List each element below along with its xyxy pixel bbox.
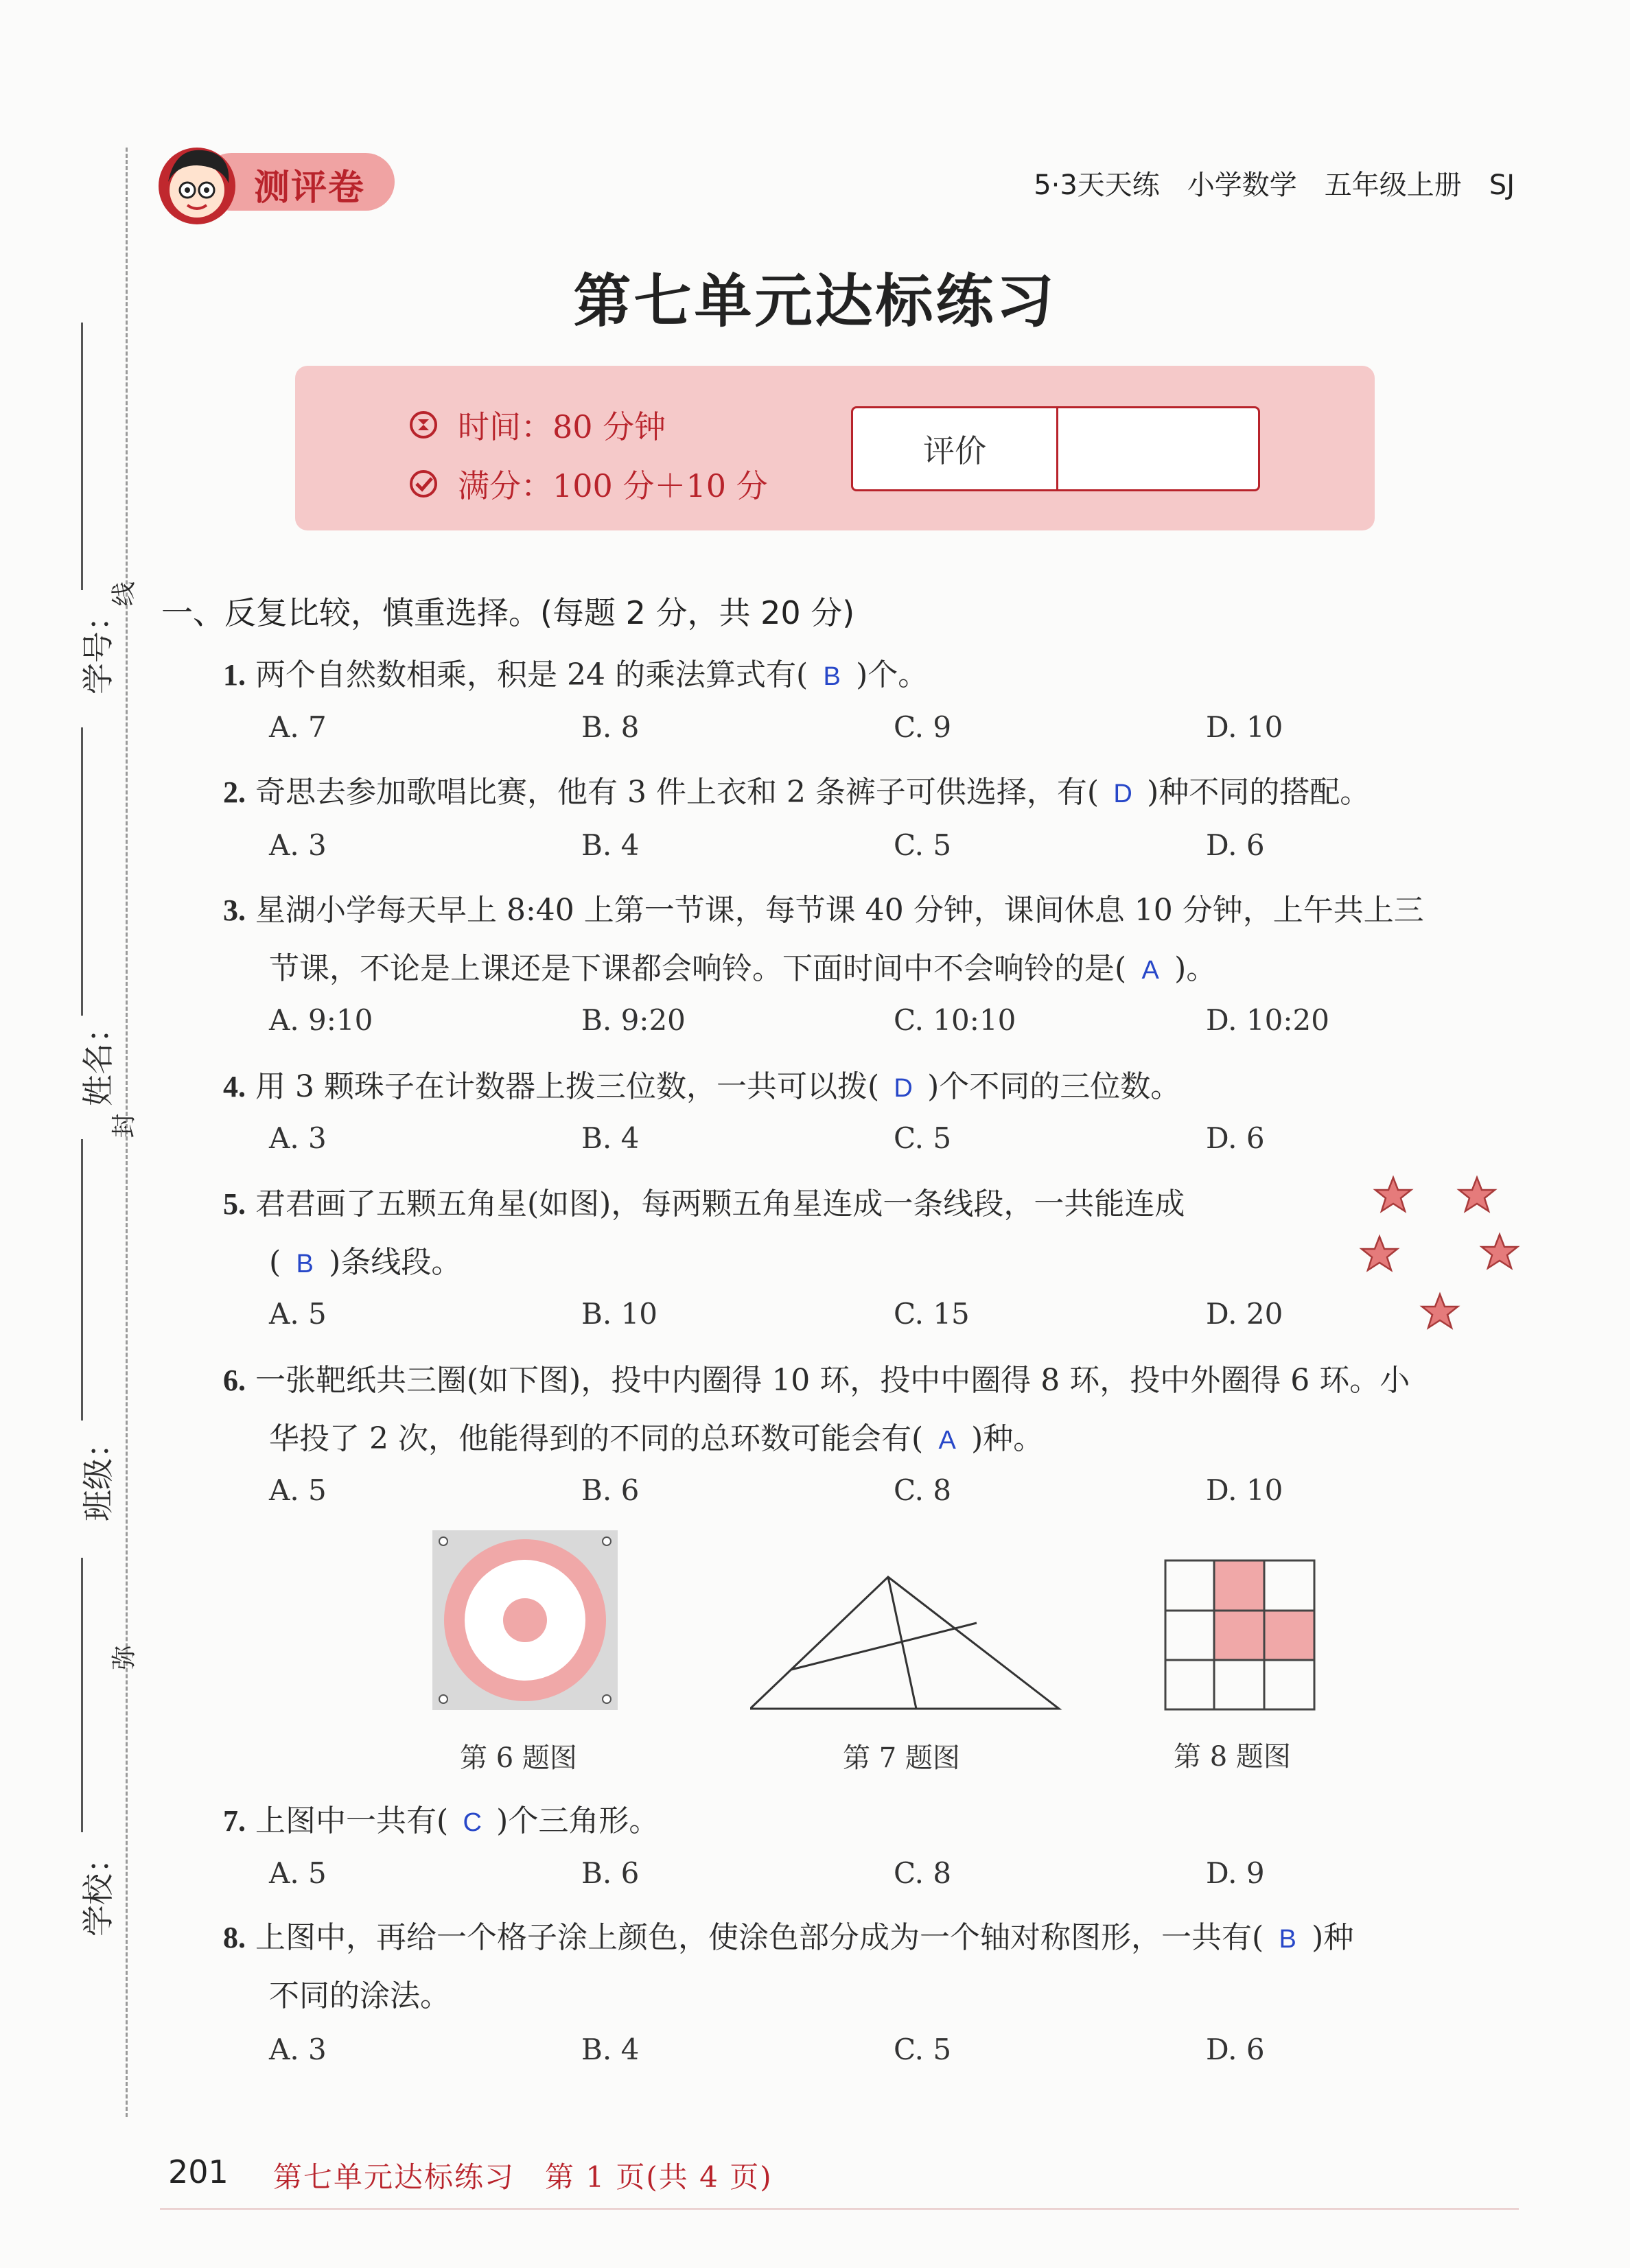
options-4	[269, 1121, 1539, 1155]
option-a[interactable]: A. 7	[269, 710, 327, 744]
student-id-field-lower[interactable]	[81, 727, 83, 1016]
question-5: 5. 君君画了五颗五角星(如图)，每两颗五角星连成一条线段，一共能连成	[223, 1186, 1185, 1221]
question-3-line2: 节课，不论是上课还是下课都会响铃。下面时间中不会响铃的是( A )。	[269, 951, 1217, 986]
answer-5[interactable]: B	[296, 1250, 314, 1278]
option-a[interactable]: A. 3	[269, 828, 327, 862]
option-a[interactable]: A. 5	[269, 1473, 327, 1507]
option-c[interactable]: C. 5	[894, 1121, 952, 1155]
triangle-figure	[750, 1575, 1062, 1712]
evaluation-input[interactable]	[1058, 408, 1258, 489]
question-4: 4. 用 3 颗珠子在计数器上拨三位数，一共可以拨( D )个不同的三位数。	[223, 1069, 1181, 1104]
time-text: 时间：80 分钟	[458, 408, 666, 445]
option-d[interactable]: D. 9	[1206, 1856, 1265, 1890]
option-a[interactable]: A. 3	[269, 1121, 327, 1155]
option-c[interactable]: C. 9	[894, 710, 952, 744]
option-b[interactable]: B. 9:20	[581, 1003, 686, 1037]
name-field[interactable]	[81, 1139, 83, 1421]
option-b[interactable]: B. 4	[581, 828, 640, 862]
option-d[interactable]: D. 10	[1206, 1473, 1283, 1507]
option-d[interactable]: D. 10	[1206, 710, 1283, 744]
star-icon	[1482, 1235, 1517, 1268]
class-field[interactable]	[81, 1558, 83, 1832]
option-a[interactable]: A. 9:10	[269, 1003, 373, 1037]
star-icon	[1459, 1178, 1495, 1211]
figure-6-caption: 第 6 题图	[460, 1742, 577, 1774]
option-c[interactable]: C. 8	[894, 1473, 952, 1507]
cut-mark-close: 弥	[110, 1645, 139, 1670]
student-id-field[interactable]	[81, 323, 83, 590]
option-c[interactable]: C. 15	[894, 1297, 970, 1331]
option-b[interactable]: B. 6	[581, 1473, 640, 1507]
school-label: 学校：	[80, 1842, 117, 1937]
answer-3[interactable]: A	[1141, 956, 1159, 985]
option-d[interactable]: D. 10:20	[1206, 1003, 1329, 1037]
section-heading: 一、反复比较，慎重选择。(每题 2 分，共 20 分)	[161, 594, 855, 631]
answer-8[interactable]: B	[1279, 1925, 1296, 1954]
evaluation-label: 评价	[853, 408, 1058, 489]
option-c[interactable]: C. 5	[894, 828, 952, 862]
name-label: 姓名：	[80, 1012, 117, 1106]
option-c[interactable]: C. 10:10	[894, 1003, 1016, 1037]
score-text: 满分：100 分＋10 分	[458, 467, 768, 504]
grid-figure	[1164, 1559, 1316, 1711]
question-6-line2: 华投了 2 次，他能得到的不同的总环数可能会有( A )种。	[269, 1421, 1044, 1456]
option-d[interactable]: D. 20	[1206, 1297, 1283, 1331]
class-label: 班级：	[80, 1427, 117, 1521]
page-title: 第七单元达标练习	[573, 267, 1057, 335]
option-a[interactable]: A. 5	[269, 1297, 327, 1331]
answer-4[interactable]: D	[894, 1074, 913, 1103]
option-a[interactable]: A. 3	[269, 2033, 327, 2066]
cut-mark-line: 线	[110, 581, 139, 607]
footer-text: 第七单元达标练习 第 1 页(共 4 页)	[273, 2160, 773, 2194]
question-2: 2. 奇思去参加歌唱比赛，他有 3 件上衣和 2 条裤子可供选择，有( D )种不同的搭配。	[223, 775, 1371, 810]
page-number: 201	[168, 2153, 229, 2190]
options-3	[269, 1003, 1539, 1037]
star-icon	[1422, 1294, 1458, 1328]
option-c[interactable]: C. 8	[894, 1856, 952, 1890]
target-figure	[432, 1530, 618, 1710]
question-3: 3. 星湖小学每天早上 8:40 上第一节课，每节课 40 分钟，课间休息 10 分钟，上午共上三	[223, 893, 1424, 928]
question-8-line2: 不同的涂法。	[269, 1978, 450, 2013]
mascot-icon	[154, 141, 244, 230]
clock-icon	[408, 410, 439, 440]
option-d[interactable]: D. 6	[1206, 1121, 1265, 1155]
student-id-label: 学号：	[80, 600, 117, 694]
question-5-line2: ( B )条线段。	[269, 1245, 462, 1280]
series-info: 5·3天天练 小学数学 五年级上册 SJ	[1034, 169, 1515, 201]
option-b[interactable]: B. 4	[581, 2033, 640, 2066]
option-d[interactable]: D. 6	[1206, 828, 1265, 862]
question-6: 6. 一张靶纸共三圈(如下图)，投中内圈得 10 环，投中中圈得 8 环，投中外圈得 6 环。小	[223, 1363, 1410, 1398]
answer-2[interactable]: D	[1113, 780, 1132, 808]
check-circle-icon	[408, 469, 439, 499]
option-b[interactable]: B. 6	[581, 1856, 640, 1890]
question-8: 8. 上图中，再给一个格子涂上颜色，使涂色部分成为一个轴对称图形，一共有( B )种	[223, 1920, 1354, 1955]
option-d[interactable]: D. 6	[1206, 2033, 1265, 2066]
answer-1[interactable]: B	[823, 662, 841, 691]
option-b[interactable]: B. 8	[581, 710, 640, 744]
figure-7-caption: 第 7 题图	[843, 1742, 960, 1774]
time-row	[408, 402, 666, 447]
evaluation-box	[851, 406, 1260, 491]
options-7	[269, 1856, 1539, 1890]
option-a[interactable]: A. 5	[269, 1856, 327, 1890]
answer-7[interactable]: C	[463, 1808, 482, 1837]
footer-rule	[160, 2208, 1519, 2210]
options-8	[269, 2033, 1539, 2066]
option-b[interactable]: B. 10	[581, 1297, 658, 1331]
options-1	[269, 710, 1539, 744]
cut-mark-seal: 封	[110, 1113, 139, 1138]
option-c[interactable]: C. 5	[894, 2033, 952, 2066]
score-row	[408, 461, 768, 506]
options-2	[269, 828, 1539, 862]
five-stars-figure	[1345, 1167, 1530, 1338]
answer-6[interactable]: A	[938, 1426, 956, 1455]
question-1: 1. 两个自然数相乘，积是 24 的乘法算式有( B )个。	[223, 657, 929, 692]
option-b[interactable]: B. 4	[581, 1121, 640, 1155]
star-icon	[1362, 1237, 1397, 1270]
test-badge	[154, 141, 401, 223]
question-7: 7. 上图中一共有( C )个三角形。	[223, 1803, 660, 1838]
figure-8-caption: 第 8 题图	[1174, 1741, 1291, 1773]
options-6	[269, 1473, 1539, 1507]
badge-label: 测评卷	[254, 167, 366, 209]
star-icon	[1375, 1178, 1411, 1211]
